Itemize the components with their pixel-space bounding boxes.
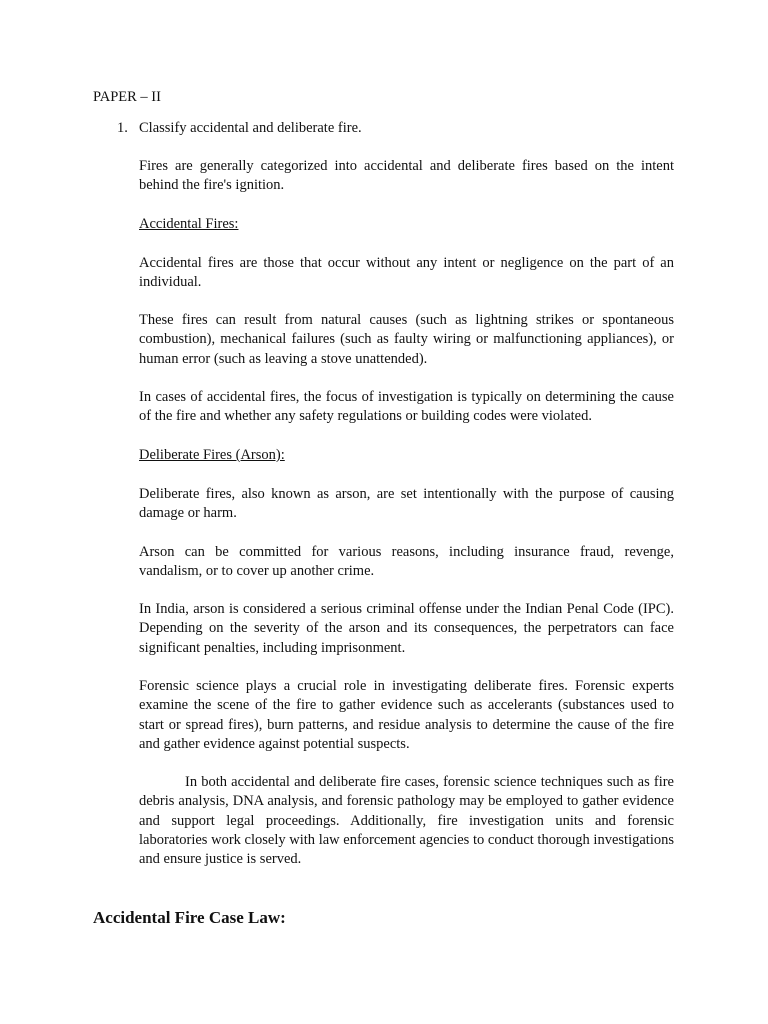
deliberate-paragraph-3: In India, arson is considered a serious criminal offense under the Indian Penal Code (IPC). Depending on the severity of the arson and its consequences, the perpetrators can face significant penalties, including imprisonment. (139, 601, 674, 656)
accidental-paragraph-1: Accidental fires are those that occur without any intent or negligence on the part of an individual. (139, 255, 674, 291)
question-number: 1. (117, 120, 128, 136)
case-law-heading: Accidental Fire Case Law: (93, 908, 286, 927)
intro-paragraph: Fires are generally categorized into accidental and deliberate fires based on the intent behind the fire's ignition. (139, 158, 674, 194)
deliberate-paragraph-2: Arson can be committed for various reasons, including insurance fraud, revenge, vandalism, or to cover up another crime. (139, 544, 674, 580)
conclusion-paragraph: In both accidental and deliberate fire cases, forensic science techniques such as fire debris analysis, DNA analysis, and forensic pathology may be employed to gather evidence and support legal proceedings. Additionally, fire investigation units and forensic laboratories work closely with law enforcement agencies to conduct thorough investigations and ensure justice is served. (139, 774, 674, 868)
deliberate-fires-heading: Deliberate Fires (Arson): (139, 447, 285, 463)
accidental-paragraph-2: These fires can result from natural causes (such as lightning strikes or spontaneous combustion), mechanical failures (such as faulty wiring or malfunctioning appliances), or human error (such as leaving a stove unattended). (139, 312, 674, 367)
deliberate-paragraph-1: Deliberate fires, also known as arson, are set intentionally with the purpose of causing damage or harm. (139, 486, 674, 522)
accidental-fires-heading: Accidental Fires: (139, 216, 239, 232)
accidental-paragraph-3: In cases of accidental fires, the focus of investigation is typically on determining the cause of the fire and whether any safety regulations or building codes were violated. (139, 389, 674, 425)
question-text: Classify accidental and deliberate fire. (139, 120, 362, 136)
paper-title: PAPER – II (93, 89, 161, 105)
deliberate-paragraph-4: Forensic science plays a crucial role in investigating deliberate fires. Forensic experts examine the scene of the fire to gather evidence such as accelerants (substances used to start or spread fires), burn patterns, and residue analysis to determine the cause of the fire and gather evidence against potential suspects. (139, 678, 674, 752)
